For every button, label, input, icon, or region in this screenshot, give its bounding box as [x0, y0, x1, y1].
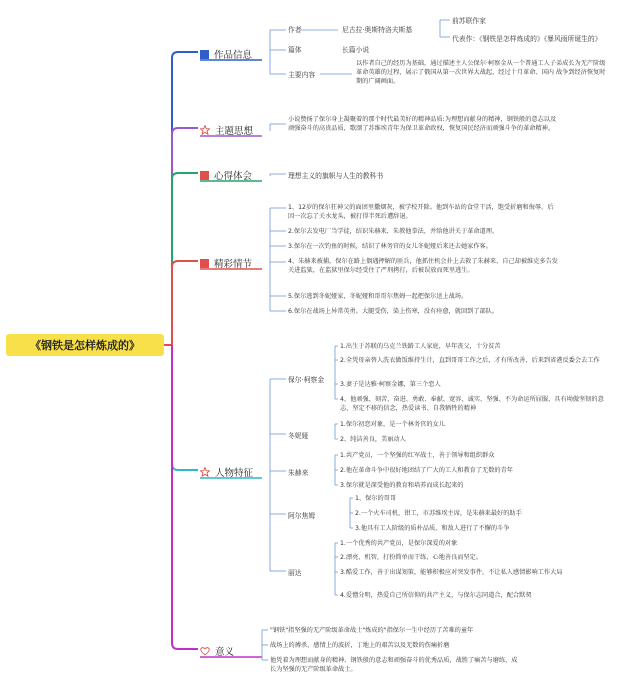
- connector: [172, 345, 198, 470]
- branch-label: 意义: [215, 647, 235, 658]
- branch-meaning[interactable]: [200, 644, 234, 658]
- character-name[interactable]: 冬妮娅: [288, 432, 309, 440]
- author-former-soviet[interactable]: 前苏联作家: [452, 17, 486, 25]
- character-name[interactable]: 阿尔焦姆: [288, 512, 316, 520]
- author-representative[interactable]: 代表作：《钢铁是怎样炼成的》《暴风雨所诞生的》: [452, 35, 602, 43]
- plot-item[interactable]: 3.保尔在一次钓鱼的时候，结识了林务官的女儿冬妮娅后来还去她家作客。: [288, 243, 492, 250]
- plot-item[interactable]: 2.保尔去发电厂当学徒，结识朱赫来，朱教他拳法，并给他讲关于革命道理。: [288, 228, 499, 235]
- branch-label: 心得体会: [214, 171, 253, 182]
- plot-item[interactable]: 6.保尔在战场上异常英勇。大腿受伤，染上伤寒，没有痊愈，就回到了部队。: [288, 308, 499, 315]
- branch-label: 精彩情节: [214, 259, 253, 270]
- character-trait[interactable]: 1.出生于苏联的乌克兰铁路工人家庭，早年丧父，十分贫苦: [340, 343, 501, 350]
- character-trait[interactable]: 3.妻子是达雅·柯察金娜，第三个恋人: [340, 381, 441, 388]
- branch-theme[interactable]: [200, 123, 253, 137]
- flag-icon: [200, 50, 209, 59]
- meaning-item[interactable]: "钢铁"指坚强的无产阶级革命战士"炼成的"指保尔一生中经历了苦难的童年: [270, 627, 474, 634]
- branch-label: 作品信息: [214, 50, 253, 61]
- character-trait[interactable]: 4、他顽强、刻苦、奋进、勇敢、奉献、宽容、诚实、坚强、不为命运所屈服，具有坳傲坚韧的意志，坚定不移的信念，热爱读书、自我牺牲的精神: [340, 396, 604, 412]
- character-trait[interactable]: 1.共产党员，一个坚强的红军战士，善于领导和组织群众: [340, 452, 495, 459]
- character-trait[interactable]: 2.漂亮、机智，打扮简单而干练，心地善良而坚定。: [340, 554, 483, 561]
- character-trait[interactable]: 2.全凭母亲替人洗衣做饭维持生计，直到哥哥工作之后，才有所改善，后来到省港反委会去工作: [340, 357, 600, 364]
- reflection-text[interactable]: 理想主义的旗帜与人生的教科书: [288, 172, 384, 180]
- branch-label: 人物特征: [215, 468, 254, 479]
- character-trait[interactable]: 3.酷爱工作，善于出谋划策，能够积极应对突发事件，不让私人感情影响工作大局: [340, 569, 563, 576]
- star-icon: [200, 467, 210, 477]
- character-trait[interactable]: 4.爱憎分明，热爱自己所信仰的共产主义，与保尔志同道合，配合默契: [340, 592, 532, 599]
- plot-item[interactable]: 1、12岁的保尔狂神父的面团里撒烟灰，被学校开除。他到车站的食堂干活，饱受折磨和侮辱。后因一次忘了关水龙头，被打得半死后遭辞退。: [288, 204, 554, 220]
- main-content-label[interactable]: 主要内容: [288, 71, 316, 79]
- plot-item[interactable]: 4、朱赫来被捕，保尔在路上偶遇押解的匪兵，他抓住机会扑上去救了朱赫来，自己却被维克多告发关进监狱，在监狱里保尔经受住了严刑拷打，后被误放而死里逃生。: [288, 258, 558, 274]
- connector: [172, 345, 198, 649]
- character-trait[interactable]: 2、纯洁善良，美丽动人: [340, 436, 406, 443]
- main-content-text[interactable]: 以作者自己的经历为基础，通过描述主人公保尔·柯察金从一个普通工人子弟成长为无产阶级革命英雄的过程，展示了俄国从第一次世界大战起，经过十月革命、国内 战争到经济恢复时期的广阔画面。: [356, 60, 606, 85]
- character-trait[interactable]: 2.他在革命斗争中很好地团结了广大的工人和教育了无数的青年: [340, 467, 513, 474]
- heart-icon: [200, 646, 210, 656]
- meaning-item[interactable]: 战场上的搏杀，感情上的波折，丁地上的艰苦以及无数的伤痛折磨: [270, 642, 450, 649]
- character-name[interactable]: 丽达: [288, 569, 302, 577]
- branch-plot[interactable]: [200, 256, 252, 270]
- flag-icon: [200, 171, 209, 180]
- character-trait[interactable]: 2.一个火车司机，钳工，市苏维埃主席，是朱赫来最好的助手: [355, 510, 522, 517]
- root-title[interactable]: 《钢铁是怎样炼成的》: [6, 334, 164, 356]
- connector: [172, 128, 198, 345]
- character-trait[interactable]: 1.一个优秀的共产党员，是保尔深爱的对象: [340, 540, 458, 547]
- branch-characters[interactable]: [200, 465, 253, 479]
- connector: [172, 173, 198, 345]
- star-icon: [200, 125, 210, 135]
- genre-label[interactable]: 篇体: [288, 46, 302, 54]
- meaning-item[interactable]: 他凭着为理想而献身的精神、钢铁般的意志和顽强奋斗的优秀品质，战胜了痛苦与磨练，成长为坚强的无产阶级革命战士。: [270, 657, 518, 673]
- theme-text[interactable]: 小说赞扬了保尔身上凝聚着的那个时代最美好的精神品质:为理想而献身的精神，钢铁般的意志以及顽强奋斗的高贵品质，歌颂了苏维埃青年为保卫革命政权，恢复国民经济而顽强斗争的革命精神。: [288, 116, 557, 132]
- flag-icon: [200, 259, 209, 268]
- character-trait[interactable]: 1.保尔初恋对象，是一个林务官的女儿: [340, 421, 445, 428]
- branch-works-info[interactable]: [200, 47, 252, 61]
- character-name[interactable]: 朱赫来: [288, 469, 309, 477]
- character-trait[interactable]: 1、保尔的哥哥: [355, 495, 397, 502]
- branch-label: 主题思想: [215, 126, 254, 137]
- character-name[interactable]: 保尔·柯察金: [288, 376, 325, 384]
- connector: [172, 52, 198, 345]
- character-trait[interactable]: 3.他具有工人阶级的质朴品质，和敌人进行了不懈的斗争: [355, 525, 510, 532]
- character-trait[interactable]: 3.保尔就是深受他的教育和培养而成长起来的: [340, 482, 464, 489]
- plot-item[interactable]: 5.保尔逃到冬妮娅家，冬妮娅和哥哥尔焦姆一起把保尔送上战场。: [288, 293, 468, 300]
- author-label[interactable]: 作者: [288, 26, 302, 34]
- connector: [172, 261, 198, 345]
- branch-reflection[interactable]: [200, 168, 252, 182]
- genre-value[interactable]: 长篇小说: [342, 46, 370, 54]
- author-name[interactable]: 尼古拉·奥斯特洛夫斯基: [342, 26, 413, 34]
